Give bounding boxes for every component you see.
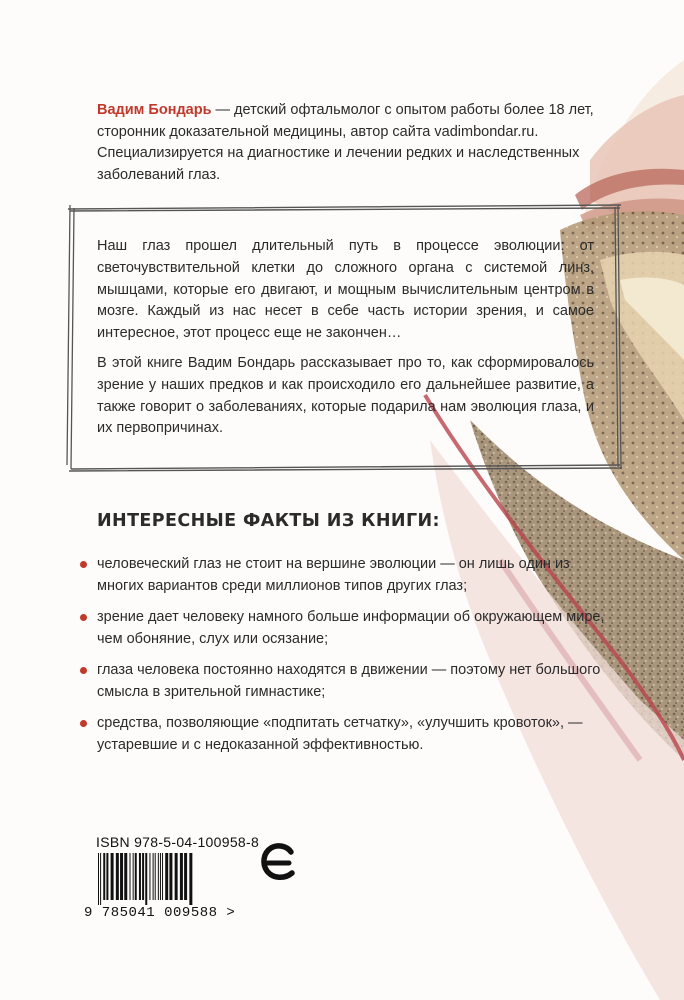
description-paragraph-2: В этой книге Вадим Бондарь рассказывает про то, как сформировалось зрение у наших предков и как происходило его дальнейшее развитие, а также говорит о заболеваниях, которые подарила нам эволюция глаза, и их первопричинах. [97, 354, 594, 437]
isbn-number: ISBN 978-5-04-100958-8 [96, 834, 260, 850]
fact-text: человеческий глаз не стоит на вершине эволюции — он лишь один из многих вариантов среди миллионов типов других глаз; [97, 556, 570, 594]
bullet-icon [80, 614, 87, 621]
barcode-bar [111, 853, 114, 900]
barcode-bar [169, 853, 172, 900]
barcode-bar [124, 853, 127, 900]
barcode-bar [155, 853, 156, 900]
barcode-bar [139, 853, 141, 900]
barcode-bar [153, 853, 154, 900]
publisher-logo-icon [258, 842, 300, 882]
bullet-icon [80, 561, 87, 568]
fact-text: зрение дает человеку намного больше информации об окружающем мире, чем обоняние, слух или осязание; [97, 609, 605, 647]
barcode-bar [142, 853, 144, 900]
barcode-bar [145, 853, 147, 905]
barcode-bar [160, 853, 161, 900]
barcode-bar [135, 853, 137, 900]
author-bio-line-3: Специализируется на диагностике и лечении редких и наследственных [97, 145, 580, 161]
fact-item [97, 554, 607, 597]
fact-text: средства, позволяющие «подпитать сетчатку», «улучшить кровоток», — устаревшие и с недоказанной эффективностью. [97, 715, 583, 753]
barcode-bar [103, 853, 105, 900]
barcode-bar [175, 853, 178, 900]
author-bio-line-2: сторонник доказательной медицины, автор сайта vadimbondar.ru. [97, 123, 539, 140]
barcode-bar [189, 853, 192, 905]
barcode-bar [158, 853, 159, 900]
barcode-bar [165, 853, 168, 900]
barcode-bar [133, 853, 134, 900]
barcode-bar [130, 853, 131, 900]
author-name: Вадим Бондарь [97, 102, 212, 118]
barcode-bar [149, 853, 150, 900]
author-bio-line-4: заболеваний глаз. [97, 166, 221, 183]
barcode-bar [162, 853, 163, 900]
barcode-bar [100, 853, 101, 905]
fact-item [97, 607, 607, 650]
fact-item [97, 660, 607, 703]
barcode-bar [106, 853, 108, 900]
barcode-digits: 9 785041 009588 > [84, 905, 236, 921]
bullet-icon [80, 720, 87, 727]
barcode-bar [184, 853, 187, 900]
barcode [96, 853, 256, 905]
facts-list [97, 554, 607, 766]
barcode-bar [180, 853, 183, 900]
facts-heading: ИНТЕРЕСНЫЕ ФАКТЫ ИЗ КНИГИ: [97, 511, 440, 531]
bullet-icon [80, 667, 87, 674]
book-description [97, 236, 594, 448]
fact-item [97, 713, 607, 756]
barcode-bar [116, 853, 119, 900]
author-bio-line-1: — детский офтальмолог с опытом работы более 18 лет, [211, 102, 594, 118]
author-bio [97, 100, 597, 186]
description-paragraph-1: Наш глаз прошел длительный путь в процессе эволюции: от светочувствительной клетки до сложного органа с системой линз, мышцами, которые его двигают, и мощным вычислительным центром в мозге. Каждый из нас несет в себе часть истории зрения, и самое интересное, этот процесс еще не закончен… [97, 238, 594, 342]
fact-text: глаза человека постоянно находятся в движении — поэтому нет большого смысла в зрительной гимнастике; [97, 662, 601, 700]
barcode-bar [120, 853, 123, 900]
barcode-bar [98, 853, 99, 905]
